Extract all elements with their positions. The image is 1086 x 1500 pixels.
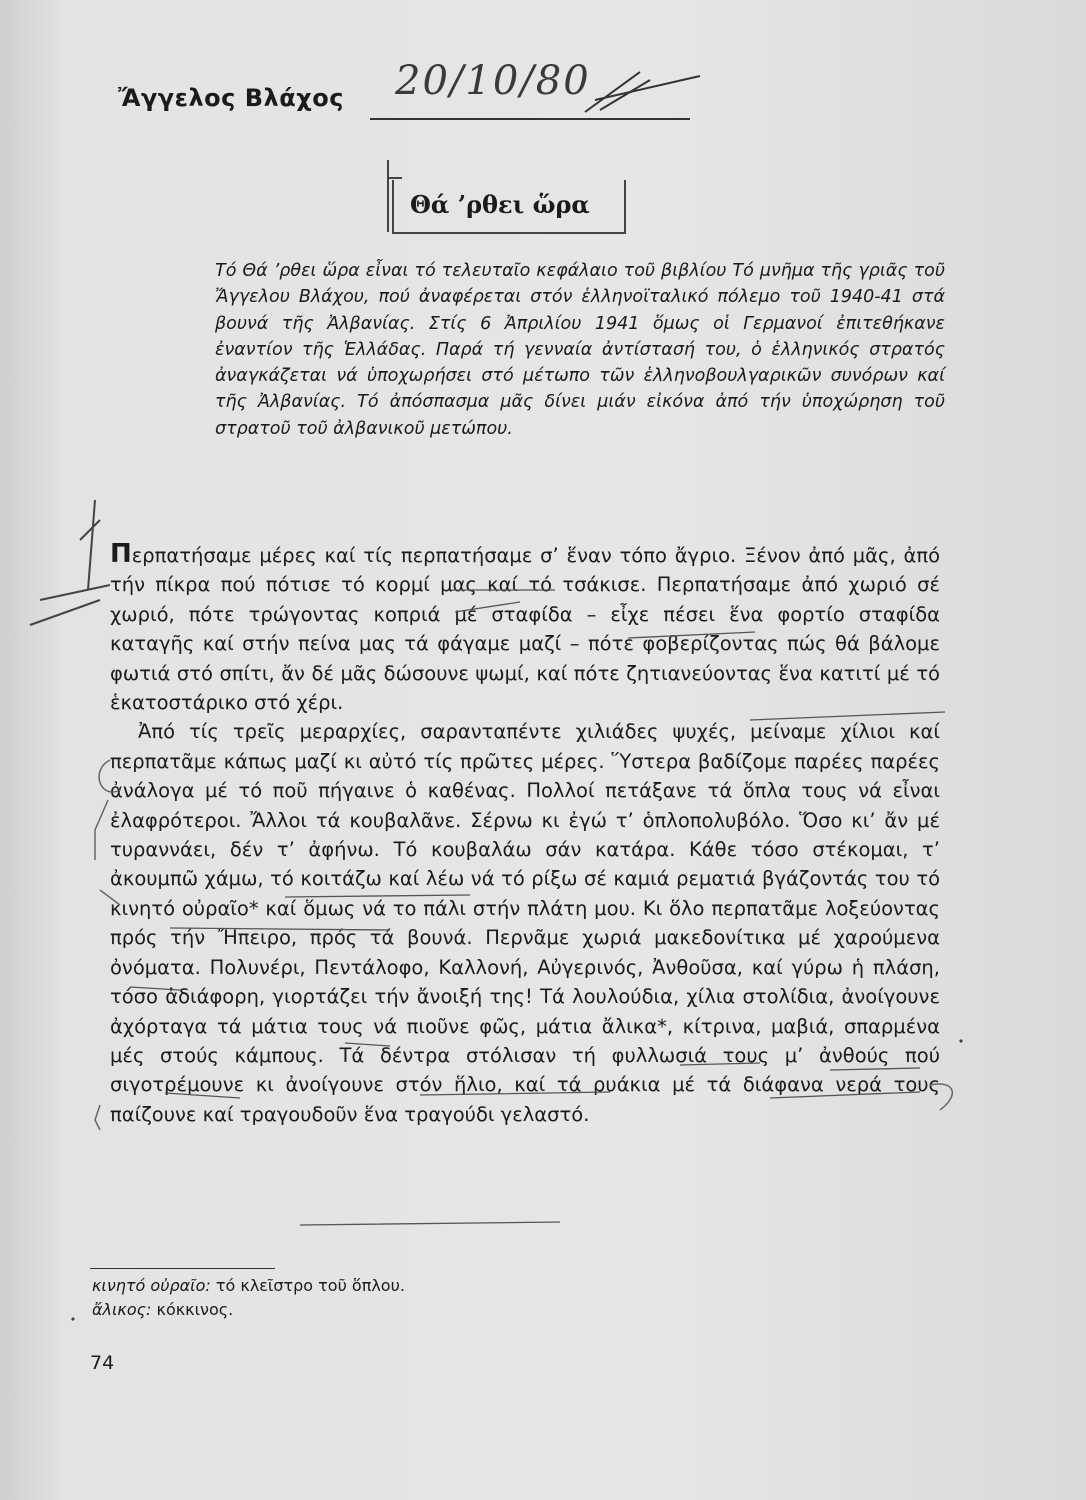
author-underline xyxy=(370,118,690,120)
margin-bracket-left xyxy=(95,1105,100,1130)
footnotes xyxy=(92,1274,692,1322)
body-paragraph-1 xyxy=(110,540,940,717)
footnote-term: κινητό οὐραῖο: xyxy=(92,1276,211,1295)
footnote-item xyxy=(92,1274,692,1298)
margin-number-1 xyxy=(30,500,110,625)
footnote-definition: τό κλεῖστρο τοῦ ὅπλου. xyxy=(215,1276,405,1295)
footnote-definition: κόκκινος. xyxy=(156,1300,234,1319)
intro-text xyxy=(215,258,945,442)
chapter-title: Θά ’ρθει ὥρα xyxy=(410,190,590,219)
signature-scribble xyxy=(585,72,700,112)
page-number: 74 xyxy=(90,1352,115,1374)
footnote-divider xyxy=(90,1268,275,1269)
footnote-term: ἄλικος: xyxy=(92,1300,152,1319)
drop-cap: Π xyxy=(110,539,132,569)
handwritten-date: 20/10/80 xyxy=(395,58,591,104)
intro-paragraph: Τό Θά ’ρθει ὥρα εἶναι τό τελευταῖο κεφάλαιο τοῦ βιβλίου Τό μνῆμα τῆς γριᾶς τοῦ Ἄγγελου Βλάχου, πού ἀναφέρεται στόν ἑλληνοϊταλικό πόλεμο τοῦ 1940-41 στά βουνά τῆς Ἀλβανίας. Στίς 6 Ἀπριλίου 1941 ὅμως οἱ Γερμανοί ἐπιτεθήκανε ἐναντίον τῆς Ἑλλάδας. Παρά τή γενναία ἀντίστασή του, ὁ ἑλληνικός στρατός ἀναγκάζεται νά ὑποχωρήσει στό μέτωπο τῶν ἑλληνοβουλγαρικῶν συνόρων καί τῆς Ἀλβανίας. Τό ἀπόσπασμα μᾶς δίνει μιάν εἰκόνα ἀπό τήν ὑποχώρηση τοῦ στρατοῦ τοῦ ἀλβανικοῦ μετώπου. xyxy=(215,261,945,439)
author-name: Ἄγγελος Βλάχος xyxy=(118,84,344,112)
footnote-item xyxy=(92,1298,692,1322)
paragraph-1-text: ερπατήσαμε μέρες καί τίς περπατήσαμε σ’ ἕναν τόπο ἄγριο. Ξένον ἀπό μᾶς, ἀπό τήν πίκρα πού πότισε τό κορμί μας καί τό τσάκισε. Περπατήσαμε ἀπό χωριό σέ χωριό, πότε τρώγοντας κοπριά μέ σταφίδα – εἶχε πέσει ἕνα φορτίο σταφίδα καταγῆς καί στήν πείνα μας τά φάγαμε μαζί – πότε φοβερίζοντας πώς θά βάλομε φωτιά στό σπίτι, ἄν δέ μᾶς δώσουνε ψωμί, καί πότε ζητιανεύοντας ἕνα κατιτί μέ τό ἑκατοστάρικο στό χέρι. xyxy=(110,544,940,715)
body-paragraph-2: Ἀπό τίς τρεῖς μεραρχίες, σαρανταπέντε χιλιάδες ψυχές, μείναμε χίλιοι καί περπατᾶμε κάπως μαζί κι αὐτό τίς πρῶτες μέρες. Ὕστερα βαδίζομε παρέες παρέες ἀνάλογα μέ τό ποῦ πήγαινε ὁ καθένας. Πολλοί πετάξανε τά ὅπλα τους νά εἶναι ἐλαφρότεροι. Ἄλλοι τά κουβαλᾶνε. Σέρνω κι ἐγώ τ’ ὁπλοπολυβόλο. Ὅσο κι’ ἄν μέ τυραννάει, δέν τ’ ἀφήνω. Τό κουβαλάω σάν κατάρα. Κάθε τόσο στέκομαι, τ’ ἀκουμπῶ χάμω, τό κοιτάζω καί λέω νά τό ρίξω σέ καμιά ρεματιά βγάζοντάς του τό κινητό οὐραῖο* καί ὅμως νά το πάλι στήν πλάτη μου. Κι ὅλο περπατᾶμε λοξεύοντας πρός τήν Ἤπειρο, πρός τά βουνά. Περνᾶμε χωριά μακεδονίτικα μέ χαρούμενα ὀνόματα. Πολυνέρι, Πεντάλοφο, Καλλονή, Αὐγερινός, Ἀνθοῦσα, καί γύρω ἡ πλάση, τόσο ἀδιάφορη, γιορτάζει τήν ἄνοιξή της! Τά λουλούδια, χίλια στολίδια, ἀνοίγουνε ἀχόρταγα τά μάτια τους νά πιοῦνε φῶς, μάτια ἄλικα*, κίτρινα, μαβιά, σπαρμένα μές στούς κάμπους. Τά δέντρα στόλισαν τή φυλλωσιά τους μ’ ἀνθούς πού σιγοτρέμουνε κι ἀνοίγουνε στόν ἥλιο, καί τά ρυάκια μέ τά διάφανα νερά τους παίζουνε καί τραγουδοῦν ἕνα τραγούδι γελαστό. xyxy=(110,720,940,1126)
main-text xyxy=(110,540,940,1129)
